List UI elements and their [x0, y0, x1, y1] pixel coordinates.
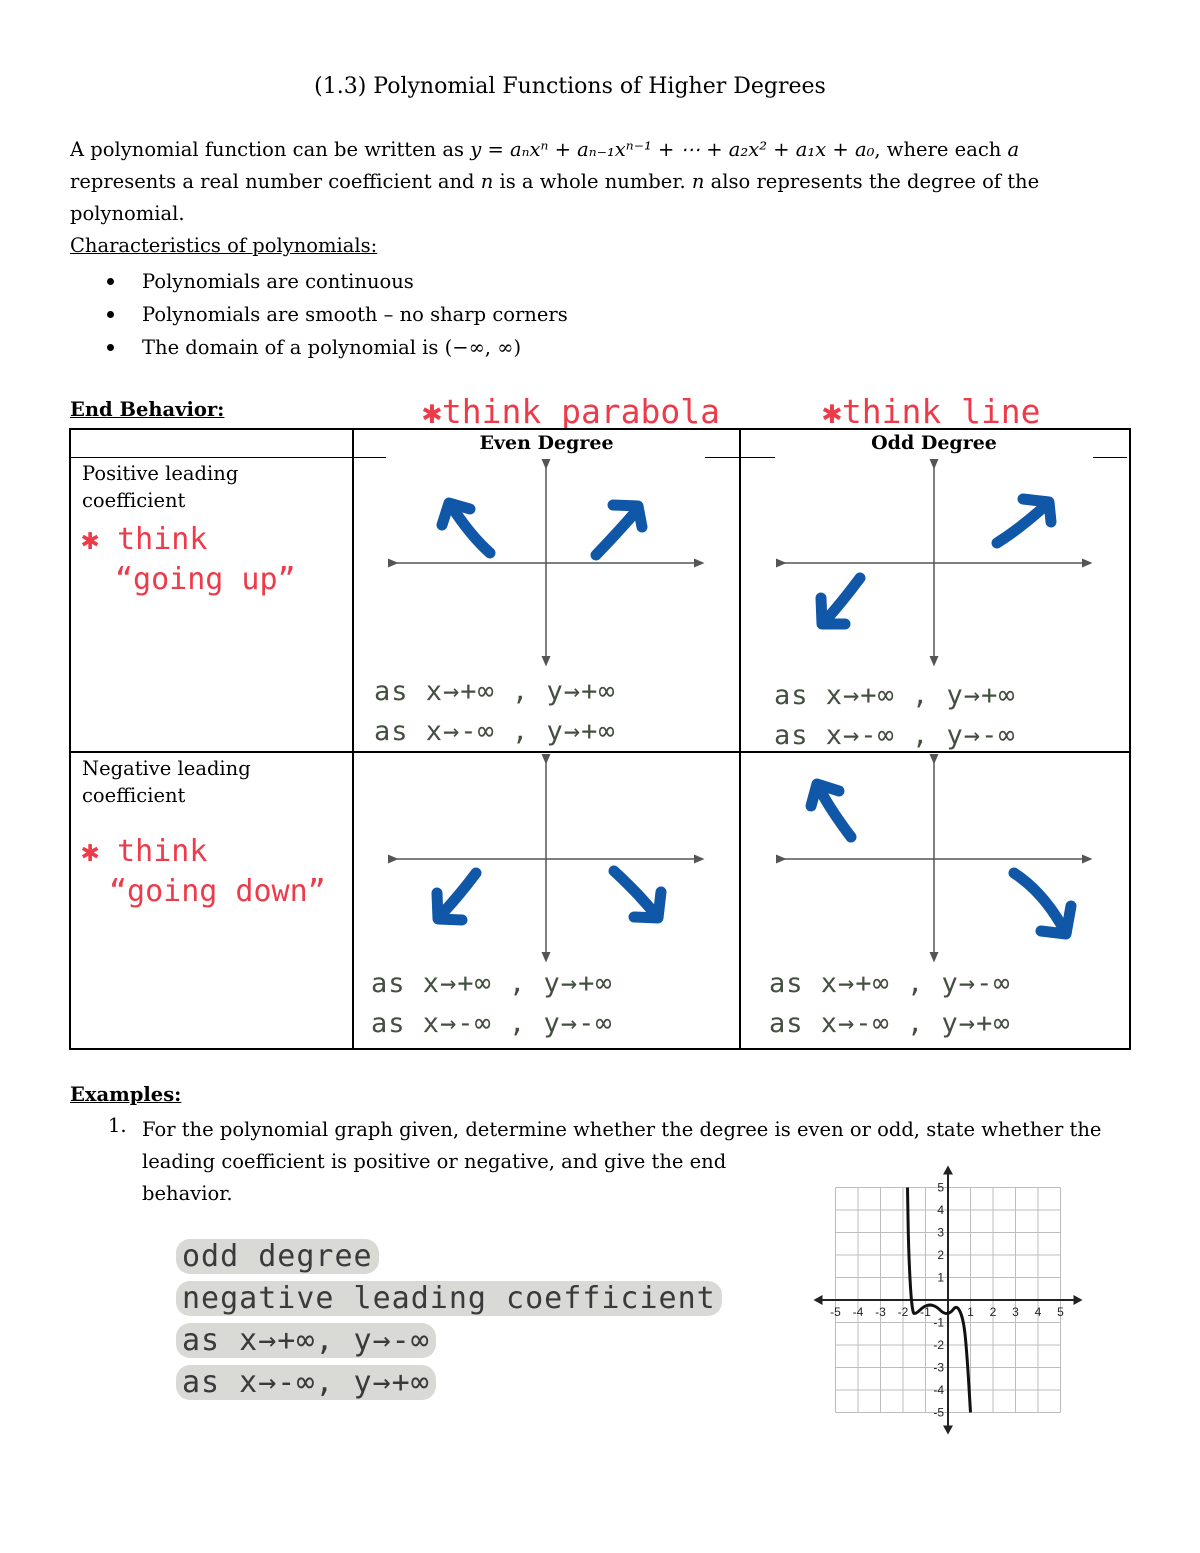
pos-odd-line1: as x→+∞ , y→+∞: [774, 680, 1016, 711]
col-header-even: Even Degree: [479, 432, 614, 454]
answer-leading-coefficient: negative leading coefficient: [176, 1281, 722, 1316]
note-think-line: ✱think line: [822, 392, 1041, 431]
y-tick-label: 4: [937, 1203, 944, 1217]
intro-line2b: is a whole number.: [493, 170, 692, 193]
x-tick-label: -1: [920, 1305, 931, 1319]
neg-odd-line1: as x→+∞ , y→-∞: [769, 968, 1011, 999]
var-a: a: [1007, 138, 1020, 161]
var-n: n: [480, 170, 494, 193]
arrow-down-left-icon: [821, 578, 860, 624]
arrow-down-right-icon: [614, 871, 661, 918]
row-label-positive: Positive leading coefficient: [82, 462, 239, 512]
x-tick-label: 1: [967, 1305, 974, 1319]
arrow-down-right-icon: [1014, 873, 1071, 934]
example-number: 1.: [108, 1114, 127, 1137]
intro-line2a: represents a real number coefficient and: [70, 170, 481, 193]
note-think-up: ✱ think: [81, 522, 208, 557]
x-axis-arrow-icon: [814, 1295, 823, 1305]
x-tick-label: 2: [989, 1305, 997, 1319]
var-n-2: n: [691, 170, 705, 193]
question-line3: behavior.: [142, 1182, 233, 1205]
arrow-up-right-icon: [997, 499, 1051, 543]
x-tick-label: -2: [897, 1305, 909, 1319]
y-tick-label: 5: [937, 1180, 944, 1195]
characteristics-heading: Characteristics of polynomials:: [70, 234, 378, 257]
x-axis-arrow-icon: [1074, 1295, 1083, 1305]
note-going-down: “going down”: [109, 874, 326, 909]
bullet-item: Polynomials are continuous: [70, 265, 1070, 298]
intro-line3: polynomial.: [70, 202, 185, 225]
examples-heading: Examples:: [70, 1083, 182, 1106]
pos-even-line2: as x→-∞ , y→+∞: [374, 716, 616, 747]
example-polynomial-graph: [780, 1160, 1125, 1445]
bullet-item: Polynomials are smooth – no sharp corners: [70, 298, 1070, 331]
y-tick-label: -3: [933, 1360, 944, 1375]
intro-line2c: also represents the degree of the: [704, 170, 1040, 193]
neg-even-line1: as x→+∞ , y→+∞: [371, 968, 613, 999]
question-line1: For the polynomial graph given, determine whether the degree is even or odd, state whether the: [142, 1118, 1102, 1141]
arrow-down-left-icon: [437, 873, 476, 920]
arrow-up-left-icon: [811, 784, 851, 837]
note-going-up: “going up”: [115, 562, 296, 597]
y-tick-label: -5: [933, 1405, 944, 1420]
x-tick-label: 3: [1012, 1305, 1019, 1319]
y-tick-label: 3: [937, 1225, 944, 1240]
x-tick-label: -4: [852, 1305, 864, 1319]
y-axis-arrow-icon: [943, 1166, 953, 1175]
answer-right-end: as x→+∞, y→-∞: [176, 1323, 436, 1358]
neg-odd-line2: as x→-∞ , y→+∞: [769, 1008, 1011, 1039]
axes-neg-even: [394, 760, 700, 958]
axes-pos-odd: [782, 465, 1088, 662]
y-tick-label: 1: [937, 1270, 944, 1285]
col-header-odd: Odd Degree: [871, 432, 997, 454]
y-tick-label: -4: [933, 1383, 944, 1397]
bullet-item: The domain of a polynomial is (−∞, ∞): [70, 331, 1070, 364]
note-think-down: ✱ think: [81, 834, 208, 869]
end-behavior-heading: End Behavior:: [70, 398, 225, 421]
answer-degree: odd degree: [176, 1239, 379, 1274]
x-tick-label: 5: [1057, 1305, 1064, 1319]
answer-left-end: as x→-∞, y→+∞: [176, 1365, 436, 1400]
y-tick-label: -2: [933, 1338, 944, 1352]
pos-even-line1: as x→+∞ , y→+∞: [374, 676, 616, 707]
y-axis-arrow-icon: [943, 1426, 953, 1435]
note-think-parabola: ✱think parabola: [422, 392, 721, 431]
arrow-up-left-icon: [442, 503, 490, 553]
x-tick-label: 4: [1034, 1305, 1042, 1319]
intro-mid: , where each: [874, 138, 1008, 161]
intro-lead: A polynomial function can be written as: [70, 138, 471, 161]
neg-even-line2: as x→-∞ , y→-∞: [371, 1008, 613, 1039]
y-tick-label: 2: [937, 1248, 944, 1262]
page-title: (1.3) Polynomial Functions of Higher Degrees: [314, 74, 826, 99]
axes-pos-even: [394, 465, 700, 662]
y-tick-label: -1: [933, 1315, 944, 1330]
pos-odd-line2: as x→-∞ , y→-∞: [774, 720, 1016, 751]
x-tick-label: -3: [875, 1305, 886, 1319]
x-tick-label: -5: [830, 1305, 841, 1319]
polynomial-formula: y = aₙxⁿ + aₙ₋₁xⁿ⁻¹ + ⋯ + a₂x² + a₁x + a₀: [470, 138, 875, 161]
row-label-negative: Negative leading coefficient: [82, 757, 251, 807]
question-line2: leading coefficient is positive or negative, and give the end: [142, 1150, 727, 1173]
arrow-up-right-icon: [596, 505, 642, 555]
example-answers: [176, 1236, 722, 1404]
